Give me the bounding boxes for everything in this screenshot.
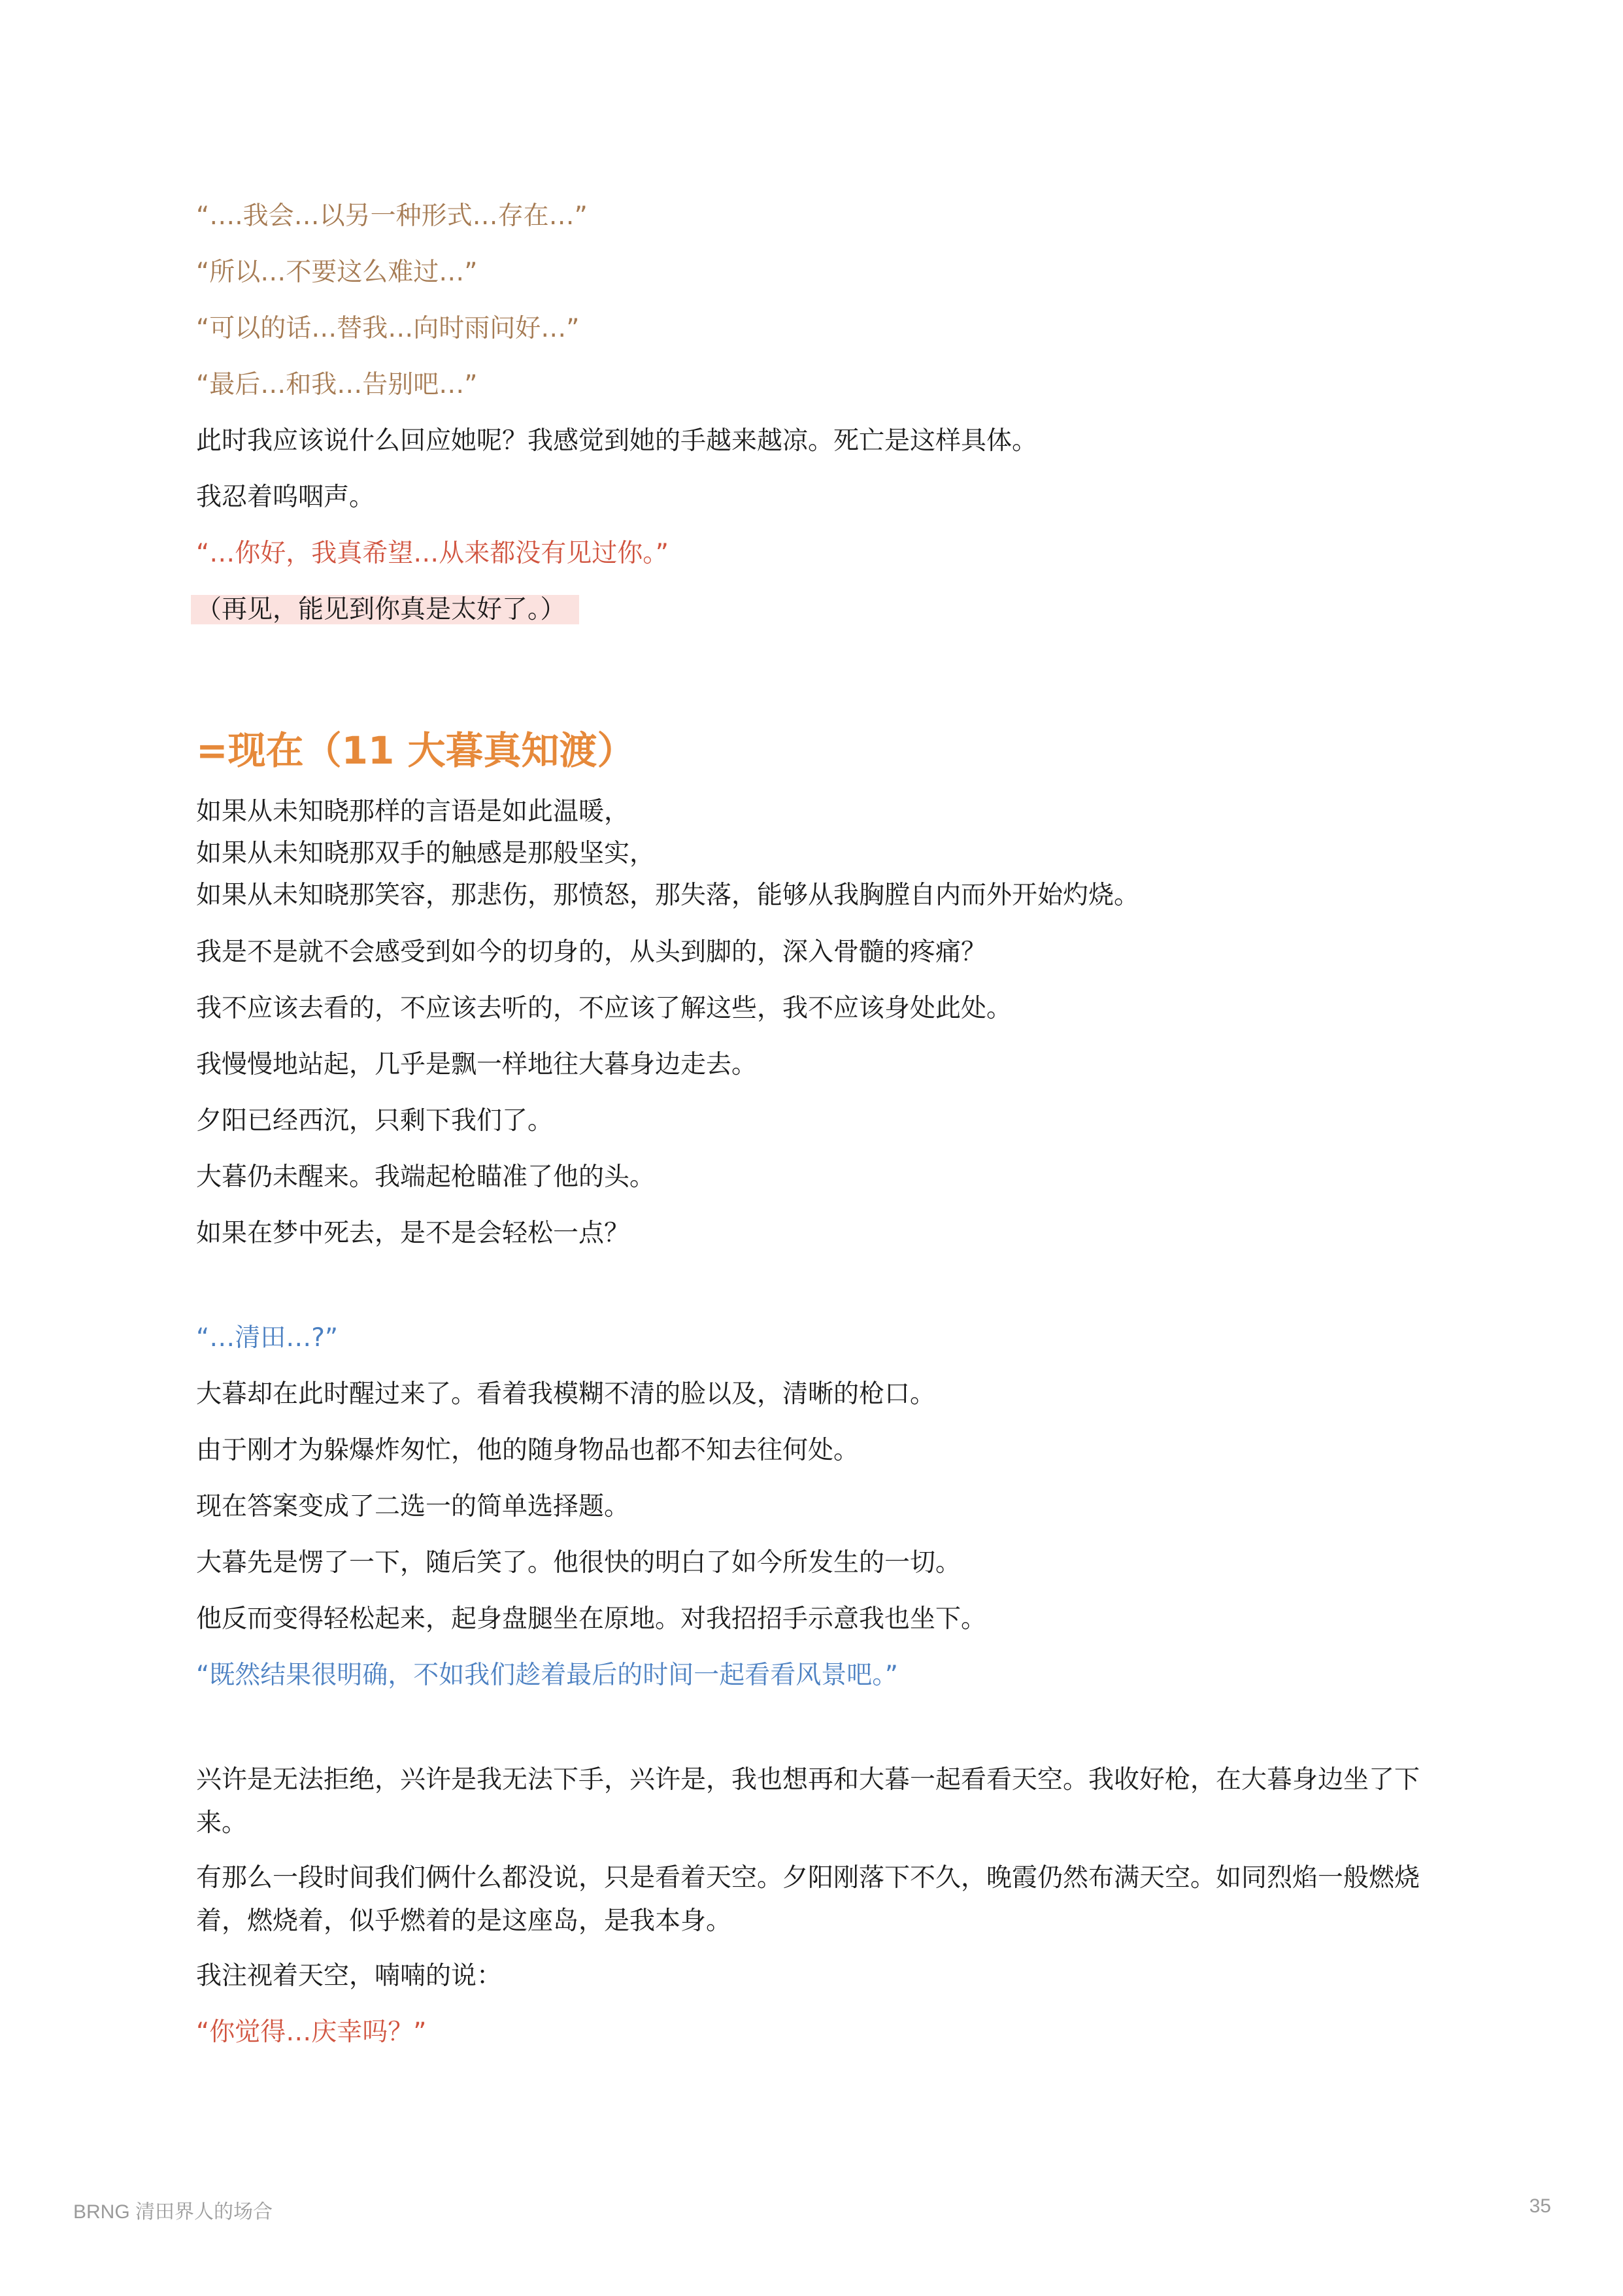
section-heading: =现在（11 大暮真知渡） — [196, 728, 635, 773]
narration-line: 现在答案变成了二选一的简单选择题。 — [196, 1492, 630, 1521]
dialogue-line: “所以…不要这么难过…” — [196, 258, 478, 287]
narration-line: 我是不是就不会感受到如今的切身的，从头到脚的，深入骨髓的疼痛？ — [196, 937, 987, 967]
dialogue-line: “你觉得…庆幸吗？” — [196, 2017, 427, 2047]
narration-line: 大暮却在此时醒过来了。看着我模糊不清的脸以及，清晰的枪口。 — [196, 1379, 936, 1409]
page-number: 35 — [1529, 2195, 1551, 2217]
narration-line: 他反而变得轻松起来，起身盘腿坐在原地。对我招招手示意我也坐下。 — [196, 1604, 987, 1634]
dialogue-line: “….我会…以另一种形式…存在…” — [196, 201, 588, 231]
narration-line: 大暮先是愣了一下，随后笑了。他很快的明白了如今所发生的一切。 — [196, 1548, 962, 1578]
narration-line: 如果从未知晓那笑容，那悲伤，那愤怒，那失落，能够从我胸膛自内而外开始灼烧。 — [196, 881, 1140, 910]
highlight-text: （再见，能见到你真是太好了。） — [191, 595, 579, 624]
narration-line: 大暮仍未醒来。我端起枪瞄准了他的头。 — [196, 1162, 656, 1192]
narration-line: 由于刚才为躲爆炸匆忙，他的随身物品也都不知去往何处。 — [196, 1436, 860, 1465]
narration-line: 我注视着天空，喃喃的说： — [196, 1961, 503, 1991]
dialogue-line: “可以的话…替我…向时雨问好…” — [196, 314, 580, 343]
dialogue-line: “既然结果很明确，不如我们趁着最后的时间一起看看风景吧。” — [196, 1661, 898, 1690]
footer-title: BRNG 清田界人的场合 — [73, 2201, 273, 2223]
narration-paragraph: 兴许是无法拒绝，兴许是我无法下手，兴许是，我也想再和大暮一起看看天空。我收好枪，在大暮身边坐了下来。 — [196, 1765, 1420, 1838]
dialogue-line: “…清田…?” — [196, 1323, 339, 1353]
narration-paragraph: 有那么一段时间我们俩什么都没说，只是看着天空。夕阳刚落下不久，晚霞仍然布满天空。如同烈焰一般燃烧着，燃烧着，似乎燃着的是这座岛，是我本身。 — [196, 1863, 1420, 1936]
highlighted-line — [196, 588, 579, 632]
narration-line: 夕阳已经西沉，只剩下我们了。 — [196, 1106, 554, 1136]
narration-line: 我慢慢地站起，几乎是飘一样地往大暮身边走去。 — [196, 1050, 758, 1079]
narration-line: 如果从未知晓那样的言语是如此温暖， — [196, 797, 630, 826]
narration-line: 如果从未知晓那双手的触感是那般坚实， — [196, 839, 656, 868]
narration-line: 我不应该去看的，不应该去听的，不应该了解这些，我不应该身处此处。 — [196, 994, 1012, 1023]
narration-line: 此时我应该说什么回应她呢？我感觉到她的手越来越凉。死亡是这样具体。 — [196, 426, 1038, 456]
dialogue-line: “最后…和我…告别吧…” — [196, 370, 478, 399]
dialogue-line: “…你好，我真希望…从来都没有见过你。” — [196, 539, 669, 568]
narration-line: 我忍着呜咽声。 — [196, 482, 375, 512]
narration-line: 如果在梦中死去，是不是会轻松一点？ — [196, 1219, 630, 1248]
